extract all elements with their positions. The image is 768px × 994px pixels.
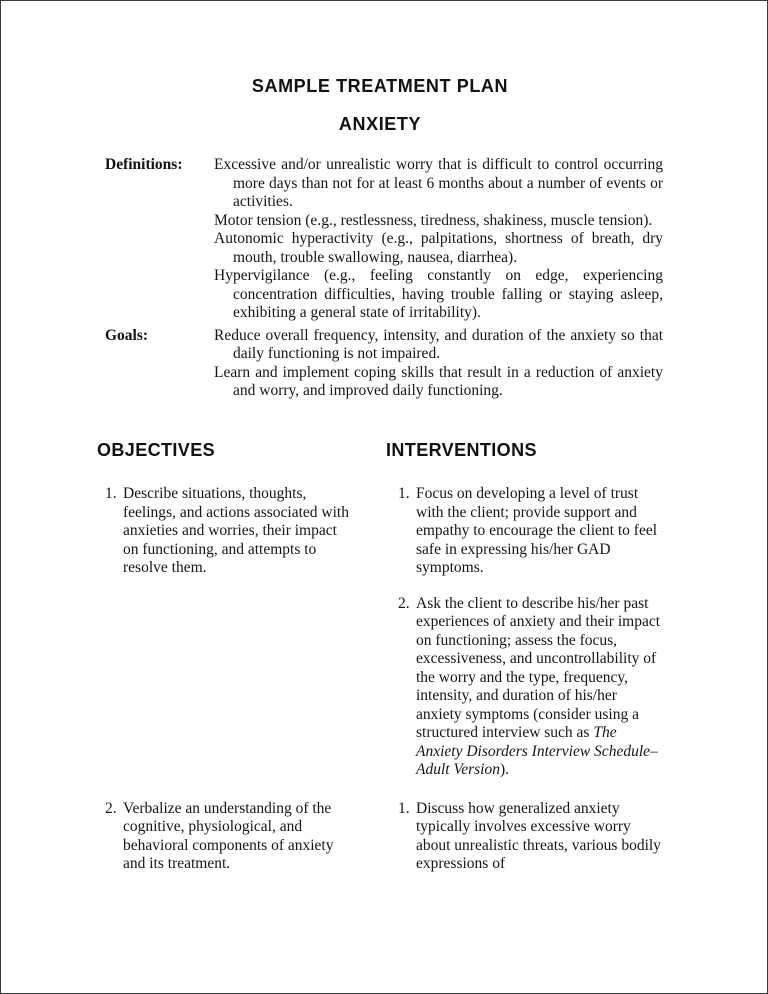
objectives-header: OBJECTIVES bbox=[97, 439, 216, 460]
item-number: 1. bbox=[398, 485, 410, 502]
groups-container bbox=[97, 485, 663, 874]
interventions-cell bbox=[386, 800, 663, 874]
objective-item bbox=[105, 485, 356, 578]
interventions-cell bbox=[386, 485, 663, 780]
item-text bbox=[123, 485, 356, 578]
definition-paragraph: Learn and implement coping skills that result in a reduction of anxiety and worry, and improved daily functioning. bbox=[214, 363, 663, 399]
item-text-segment: ). bbox=[499, 761, 510, 778]
intervention-item bbox=[398, 485, 663, 578]
definitions-goals-section bbox=[105, 156, 663, 401]
item-number: 1. bbox=[398, 799, 410, 817]
definition-row-content bbox=[214, 327, 663, 401]
item-text-segment: Discuss how generalized anxiety typically involves excessive worry about unrealistic threats, various bodily expressions of bbox=[416, 799, 661, 872]
item-number: 1. bbox=[105, 485, 117, 502]
columns-header-row bbox=[97, 441, 663, 460]
item-text-italic-segment: The Anxiety Disorders Interview Schedule–Adult Version bbox=[416, 724, 658, 778]
definition-row-label: Goals: bbox=[105, 326, 149, 344]
item-text bbox=[416, 595, 663, 780]
definition-paragraph: Excessive and/or unrealistic worry that is difficult to control occurring more days than not for at least 6 months about a number of events or activities. bbox=[214, 156, 663, 210]
definition-paragraph: Autonomic hyperactivity (e.g., palpitations, shortness of breath, dry mouth, trouble swallowing, nausea, diarrhea). bbox=[214, 230, 663, 266]
interventions-header: INTERVENTIONS bbox=[386, 439, 537, 460]
item-text bbox=[416, 800, 663, 874]
item-number: 2. bbox=[398, 594, 410, 612]
intervention-item bbox=[398, 595, 663, 780]
objective-item bbox=[105, 800, 356, 874]
objective-intervention-group bbox=[97, 485, 663, 780]
objective-cell bbox=[97, 485, 386, 780]
item-text bbox=[123, 800, 356, 874]
item-text bbox=[416, 485, 663, 578]
objective-intervention-group bbox=[97, 800, 663, 874]
page-title: SAMPLE TREATMENT PLAN bbox=[251, 76, 509, 96]
item-text-segment: Verbalize an understanding of the cognitive, physiological, and behavioral components of anxiety and its treatment. bbox=[123, 799, 334, 872]
objective-cell bbox=[97, 800, 386, 874]
item-text-segment: Describe situations, thoughts, feelings, and actions associated with anxieties and worries, their impact on functioning, and attempts to resolve them. bbox=[123, 485, 349, 576]
intervention-item bbox=[398, 800, 663, 874]
definition-paragraph: Reduce overall frequency, intensity, and duration of the anxiety so that daily functioning is not impaired. bbox=[214, 326, 663, 362]
item-text-segment: Focus on developing a level of trust with the client; provide support and empathy to encourage the client to feel safe in expressing his/her GAD symptoms. bbox=[416, 485, 658, 576]
definition-paragraph: Hypervigilance (e.g., feeling constantly on edge, experiencing concentration difficulties, having trouble falling or staying asleep, exhibiting a general state of irritability). bbox=[214, 267, 663, 321]
item-text-segment: Ask the client to describe his/her past experiences of anxiety and their impact on functioning; assess the focus, excessiveness, and uncontrollability of the worry and the type, frequency, intensity, and duration of his/her anxiety symptoms (consider using a structured interview such as bbox=[416, 594, 661, 741]
page-subtitle: ANXIETY bbox=[338, 113, 422, 134]
item-number: 2. bbox=[105, 799, 117, 817]
definition-row-label: Definitions: bbox=[105, 156, 183, 173]
definition-row-content bbox=[214, 156, 663, 323]
definition-paragraph: Motor tension (e.g., restlessness, tiredness, shakiness, muscle tension). bbox=[214, 211, 653, 229]
